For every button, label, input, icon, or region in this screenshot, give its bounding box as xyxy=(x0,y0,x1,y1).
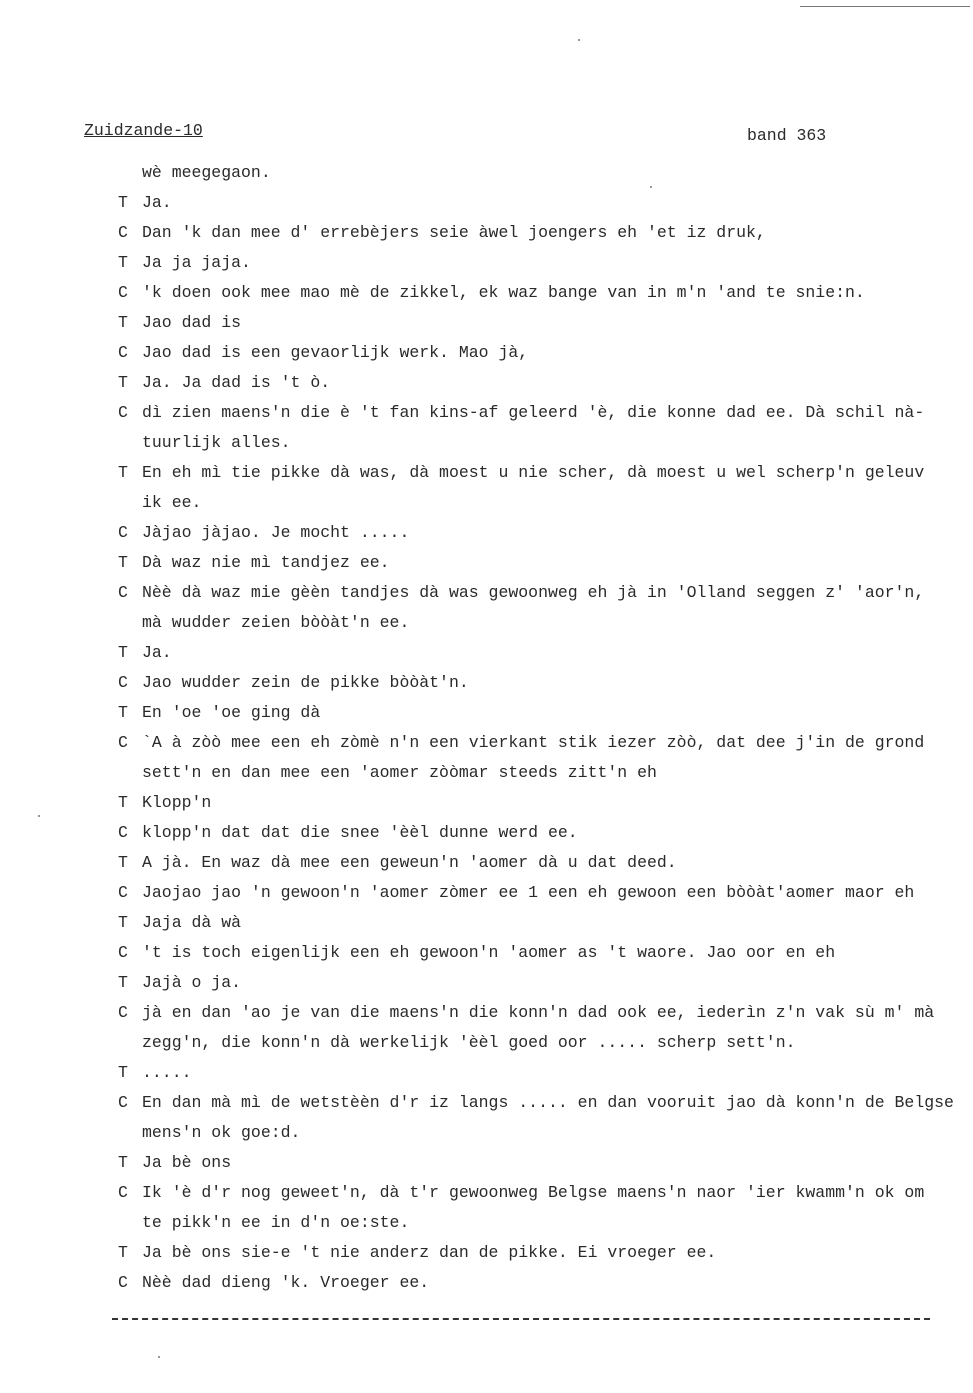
line-text: 't is toch eigenlijk een eh gewoon'n 'aomer as 't waore. Jao oor en eh xyxy=(142,943,836,962)
transcript-line xyxy=(118,1268,963,1298)
transcript-line xyxy=(118,848,963,878)
line-text: Nèè dà waz mie gèèn tandjes dà was gewoonweg eh jà in 'Olland seggen z' 'aor'n, xyxy=(142,583,925,602)
line-text: Jaja dà wà xyxy=(142,913,242,932)
line-text: klopp'n dat dat die snee 'èèl dunne werd ee. xyxy=(142,823,578,842)
speaker-label: C xyxy=(118,1273,128,1292)
speaker-label: C xyxy=(118,733,128,752)
transcript-line xyxy=(118,338,963,368)
line-text: Ja ja jaja. xyxy=(142,253,251,272)
speaker-label: C xyxy=(118,883,128,902)
speaker-label: T xyxy=(118,643,128,662)
line-text: Jao wudder zein de pikke bòòàt'n. xyxy=(142,673,469,692)
line-text: En 'oe 'oe ging dà xyxy=(142,703,321,722)
transcript-line xyxy=(118,998,963,1028)
speaker-label: T xyxy=(118,973,128,992)
speaker-label: C xyxy=(118,1183,128,1202)
line-text: Ja bè ons xyxy=(142,1153,232,1172)
line-text: Jajà o ja. xyxy=(142,973,242,992)
transcript-line xyxy=(118,1208,963,1238)
line-text: 'k doen ook mee mao mè de zikkel, ek waz bange van in m'n 'and te snie:n. xyxy=(142,283,865,302)
transcript-line xyxy=(118,878,963,908)
line-text: `A à zòò mee een eh zòmè n'n een vierkant stik iezer zòò, dat dee j'in de grond xyxy=(142,733,925,752)
transcript-line xyxy=(118,1238,963,1268)
transcript-line xyxy=(118,368,963,398)
speaker-label: C xyxy=(118,583,128,602)
line-text: Jàjao jàjao. Je mocht ..... xyxy=(142,523,410,542)
line-text: jà en dan 'ao je van die maens'n die konn'n dad ook ee, iederìn z'n vak sù m' mà xyxy=(142,1003,935,1022)
line-text: Dà waz nie mì tandjez ee. xyxy=(142,553,390,572)
speaker-label: C xyxy=(118,343,128,362)
transcript-line xyxy=(118,398,963,428)
line-text: Ik 'è d'r nog geweet'n, dà t'r gewoonweg Belgse maens'n naor 'ier kwamm'n ok om xyxy=(142,1183,925,1202)
transcript-line xyxy=(118,818,963,848)
transcript-line xyxy=(118,1178,963,1208)
transcript-line xyxy=(118,248,963,278)
transcript-line xyxy=(118,968,963,998)
end-dashed-rule xyxy=(112,1318,930,1320)
line-text: mà wudder zeien bòòàt'n ee. xyxy=(142,613,410,632)
transcript-line xyxy=(118,1118,963,1148)
speaker-label: T xyxy=(118,1153,128,1172)
transcript xyxy=(118,158,963,1298)
speaker-label: C xyxy=(118,223,128,242)
speaker-label: C xyxy=(118,673,128,692)
speaker-label: T xyxy=(118,193,128,212)
line-text: Jao dad is xyxy=(142,313,242,332)
transcript-line xyxy=(118,278,963,308)
line-text: Ja. xyxy=(142,643,172,662)
speaker-label: C xyxy=(118,523,128,542)
speaker-label: C xyxy=(118,943,128,962)
speaker-label: T xyxy=(118,793,128,812)
transcript-line xyxy=(118,1088,963,1118)
transcript-line xyxy=(118,1028,963,1058)
line-text: mens'n ok goe:d. xyxy=(142,1123,301,1142)
transcript-line xyxy=(118,668,963,698)
speaker-label: T xyxy=(118,373,128,392)
speaker-label: T xyxy=(118,1243,128,1262)
transcript-line xyxy=(118,488,963,518)
transcript-line xyxy=(118,638,963,668)
scan-speck xyxy=(158,1356,160,1358)
transcript-line xyxy=(118,788,963,818)
line-text: Jao dad is een gevaorlijk werk. Mao jà, xyxy=(142,343,529,362)
transcript-line xyxy=(118,908,963,938)
line-text: Jaojao jao 'n gewoon'n 'aomer zòmer ee 1 een eh gewoon een bòòàt'aomer maor eh xyxy=(142,883,915,902)
transcript-line xyxy=(118,188,963,218)
speaker-label: T xyxy=(118,1063,128,1082)
transcript-line xyxy=(118,698,963,728)
line-text: Nèè dad dieng 'k. Vroeger ee. xyxy=(142,1273,430,1292)
transcript-line xyxy=(118,158,963,188)
transcript-line xyxy=(118,1058,963,1088)
transcript-line xyxy=(118,728,963,758)
band-number: band 363 xyxy=(747,126,827,145)
line-text: ik ee. xyxy=(142,493,202,512)
line-text: En eh mì tie pikke dà was, dà moest u nie scher, dà moest u wel scherp'n geleuv xyxy=(142,463,925,482)
transcript-line xyxy=(118,218,963,248)
transcript-line xyxy=(118,938,963,968)
transcript-line xyxy=(118,308,963,338)
speaker-label: C xyxy=(118,1093,128,1112)
speaker-label: T xyxy=(118,703,128,722)
line-text: A jà. En waz dà mee een geweun'n 'aomer dà u dat deed. xyxy=(142,853,677,872)
line-text: En dan mà mì de wetstèèn d'r iz langs ..... en dan vooruit jao dà konn'n de Belgse xyxy=(142,1093,954,1112)
speaker-label: T xyxy=(118,913,128,932)
transcript-line xyxy=(118,758,963,788)
scan-speck xyxy=(578,39,580,41)
speaker-label: T xyxy=(118,553,128,572)
line-text: Ja bè ons sie-e 't nie anderz dan de pikke. Ei vroeger ee. xyxy=(142,1243,717,1262)
speaker-label: C xyxy=(118,1003,128,1022)
line-text: ..... xyxy=(142,1063,192,1082)
line-text: Dan 'k dan mee d' errebèjers seie àwel joengers eh 'et iz druk, xyxy=(142,223,766,242)
line-text: wè meegegaon. xyxy=(142,163,271,182)
transcript-line xyxy=(118,458,963,488)
speaker-label: C xyxy=(118,403,128,422)
top-rule xyxy=(800,6,970,7)
speaker-label: T xyxy=(118,463,128,482)
line-text: Klopp'n xyxy=(142,793,212,812)
scan-speck xyxy=(38,815,40,817)
transcript-line xyxy=(118,578,963,608)
transcript-line xyxy=(118,548,963,578)
line-text: dì zien maens'n die è 't fan kins-af geleerd 'è, die konne dad ee. Dà schil nà- xyxy=(142,403,925,422)
speaker-label: C xyxy=(118,823,128,842)
speaker-label: T xyxy=(118,853,128,872)
document-title: Zuidzande-10 xyxy=(84,121,203,140)
line-text: Ja. Ja dad is 't ò. xyxy=(142,373,331,392)
line-text: tuurlijk alles. xyxy=(142,433,291,452)
line-text: sett'n en dan mee een 'aomer zòòmar steeds zitt'n eh xyxy=(142,763,657,782)
line-text: zegg'n, die konn'n dà werkelijk 'èèl goed oor ..... scherp sett'n. xyxy=(142,1033,796,1052)
transcript-line xyxy=(118,1148,963,1178)
speaker-label: T xyxy=(118,313,128,332)
transcript-line xyxy=(118,518,963,548)
speaker-label: C xyxy=(118,283,128,302)
speaker-label: T xyxy=(118,253,128,272)
line-text: te pikk'n ee in d'n oe:ste. xyxy=(142,1213,410,1232)
transcript-line xyxy=(118,428,963,458)
transcript-line xyxy=(118,608,963,638)
line-text: Ja. xyxy=(142,193,172,212)
